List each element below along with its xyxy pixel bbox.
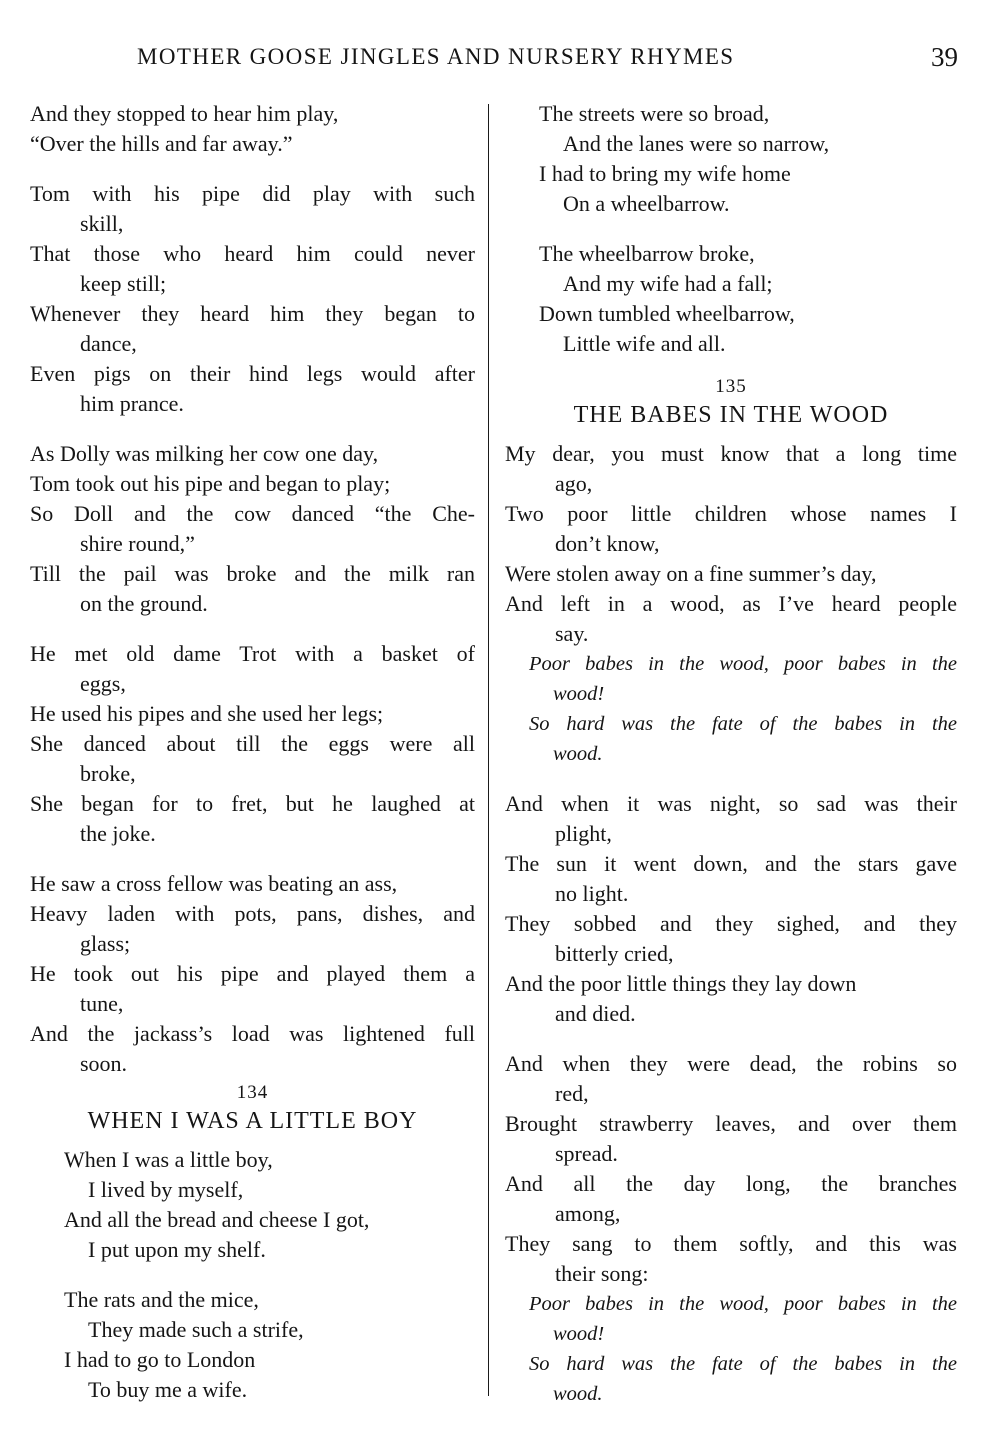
verse-line-continued: bitterly cried, <box>555 941 674 966</box>
stanza <box>30 1145 475 1265</box>
verse-line: She danced about till the eggs were all <box>30 731 475 756</box>
poem-title: THE BABES IN THE WOOD <box>573 402 889 428</box>
verse-line-continued: ago, <box>555 471 593 496</box>
stanza <box>30 639 475 849</box>
verse-line: Tom took out his pipe and began to play; <box>30 471 391 496</box>
stanza <box>30 439 475 619</box>
verse-line: And when it was night, so sad was their <box>505 791 957 816</box>
verse-line: Even pigs on their hind legs would after <box>30 361 475 386</box>
verse-line: “Over the hills and far away.” <box>30 131 293 156</box>
verse-line: I lived by myself, <box>88 1177 244 1202</box>
verse-line-continued: eggs, <box>80 671 126 696</box>
stanza <box>505 239 957 359</box>
verse-line-continued: spread. <box>555 1141 618 1166</box>
verse-line: They made such a strife, <box>88 1317 304 1342</box>
verse-line: He used his pipes and she used her legs; <box>30 701 384 726</box>
page-number: 39 <box>931 42 958 72</box>
running-title: MOTHER GOOSE JINGLES AND NURSERY RHYMES <box>137 44 735 69</box>
verse-line: To buy me a wife. <box>88 1377 248 1402</box>
right-column <box>505 99 957 1409</box>
refrain-line-continued: wood! <box>553 1323 605 1345</box>
verse-line: The sun it went down, and the stars gave <box>505 851 957 876</box>
refrain-line: Poor babes in the wood, poor babes in the <box>529 653 957 675</box>
verse-line: And they stopped to hear him play, <box>30 101 339 126</box>
verse-line-continued: keep still; <box>80 271 167 296</box>
refrain-line: Poor babes in the wood, poor babes in the <box>529 1293 957 1315</box>
verse-line: On a wheelbarrow. <box>563 191 730 216</box>
verse-line: Brought strawberry leaves, and over them <box>505 1111 957 1136</box>
verse-line: And my wife had a fall; <box>563 271 773 296</box>
poem-number: 135 <box>715 376 747 397</box>
verse-line: They sobbed and they sighed, and they <box>505 911 957 936</box>
verse-line-continued: plight, <box>555 821 612 846</box>
verse-line: Heavy laden with pots, pans, dishes, and <box>30 901 475 926</box>
column-divider <box>488 104 489 1396</box>
verse-line-continued: shire round,” <box>80 531 195 556</box>
verse-line-continued: among, <box>555 1201 621 1226</box>
verse-line: I put upon my shelf. <box>88 1237 266 1262</box>
verse-line: He took out his pipe and played them a <box>30 961 475 986</box>
verse-line: And the poor little things they lay down <box>505 971 857 996</box>
verse-line: He saw a cross fellow was beating an ass, <box>30 871 398 896</box>
verse-line: The wheelbarrow broke, <box>539 241 755 266</box>
verse-line-continued: don’t know, <box>555 531 660 556</box>
verse-line: I had to bring my wife home <box>539 161 791 186</box>
verse-line-continued: dance, <box>80 331 137 356</box>
verse-line: Little wife and all. <box>563 331 726 356</box>
verse-line-continued: broke, <box>80 761 136 786</box>
refrain-line-continued: wood! <box>553 683 605 705</box>
verse-line: Till the pail was broke and the milk ran <box>30 561 475 586</box>
poem-number: 134 <box>236 1082 269 1103</box>
verse-line-continued: no light. <box>555 881 629 906</box>
verse-line: Whenever they heard him they began to <box>30 301 475 326</box>
stanza <box>30 99 475 159</box>
verse-line: He met old dame Trot with a basket of <box>30 641 475 666</box>
poem-title: WHEN I WAS A LITTLE BOY <box>87 1108 418 1134</box>
refrain-line: So hard was the fate of the babes in the <box>529 1353 957 1375</box>
verse-line: And all the day long, the branches <box>505 1171 957 1196</box>
stanza <box>505 1049 957 1289</box>
verse-line-continued: on the ground. <box>80 591 208 616</box>
verse-line: My dear, you must know that a long time <box>505 441 957 466</box>
refrain <box>505 649 957 769</box>
verse-line: Tom with his pipe did play with such <box>30 181 475 206</box>
verse-line-continued: the joke. <box>80 821 156 846</box>
stanza <box>505 789 957 1029</box>
verse-line-continued: skill, <box>80 211 124 236</box>
stanza <box>30 1285 475 1405</box>
verse-line-continued: tune, <box>80 991 124 1016</box>
verse-line-continued: red, <box>555 1081 589 1106</box>
verse-line: She began for to fret, but he laughed at <box>30 791 475 816</box>
verse-line: And when they were dead, the robins so <box>505 1051 957 1076</box>
running-header <box>0 44 1000 80</box>
verse-line: And left in a wood, as I’ve heard people <box>505 591 957 616</box>
refrain-line-continued: wood. <box>553 743 603 765</box>
verse-line: Were stolen away on a fine summer’s day, <box>505 561 877 586</box>
verse-line: As Dolly was milking her cow one day, <box>30 441 379 466</box>
verse-line-continued: and died. <box>555 1001 636 1026</box>
verse-line: When I was a little boy, <box>64 1147 273 1172</box>
verse-line-continued: soon. <box>80 1051 128 1076</box>
stanza <box>505 99 957 219</box>
verse-line: And the lanes were so narrow, <box>563 131 830 156</box>
refrain-line: So hard was the fate of the babes in the <box>529 713 957 735</box>
stanza <box>505 439 957 649</box>
verse-line: That those who heard him could never <box>30 241 475 266</box>
verse-line: Down tumbled wheelbarrow, <box>539 301 795 326</box>
verse-line: The streets were so broad, <box>539 101 770 126</box>
left-column <box>30 99 475 1405</box>
verse-line: Two poor little children whose names I <box>505 501 957 526</box>
verse-line-continued: say. <box>555 621 589 646</box>
verse-line: The rats and the mice, <box>64 1287 259 1312</box>
stanza <box>30 869 475 1079</box>
verse-line: And the jackass’s load was lightened full <box>30 1021 475 1046</box>
refrain <box>505 1289 957 1409</box>
verse-line: So Doll and the cow danced “the Che- <box>30 501 475 526</box>
verse-line-continued: their song: <box>555 1261 649 1286</box>
verse-line: I had to go to London <box>64 1347 256 1372</box>
verse-line-continued: him prance. <box>80 391 184 416</box>
verse-line: And all the bread and cheese I got, <box>64 1207 370 1232</box>
verse-line-continued: glass; <box>80 931 131 956</box>
verse-line: They sang to them softly, and this was <box>505 1231 957 1256</box>
stanza <box>30 179 475 419</box>
refrain-line-continued: wood. <box>553 1383 603 1405</box>
